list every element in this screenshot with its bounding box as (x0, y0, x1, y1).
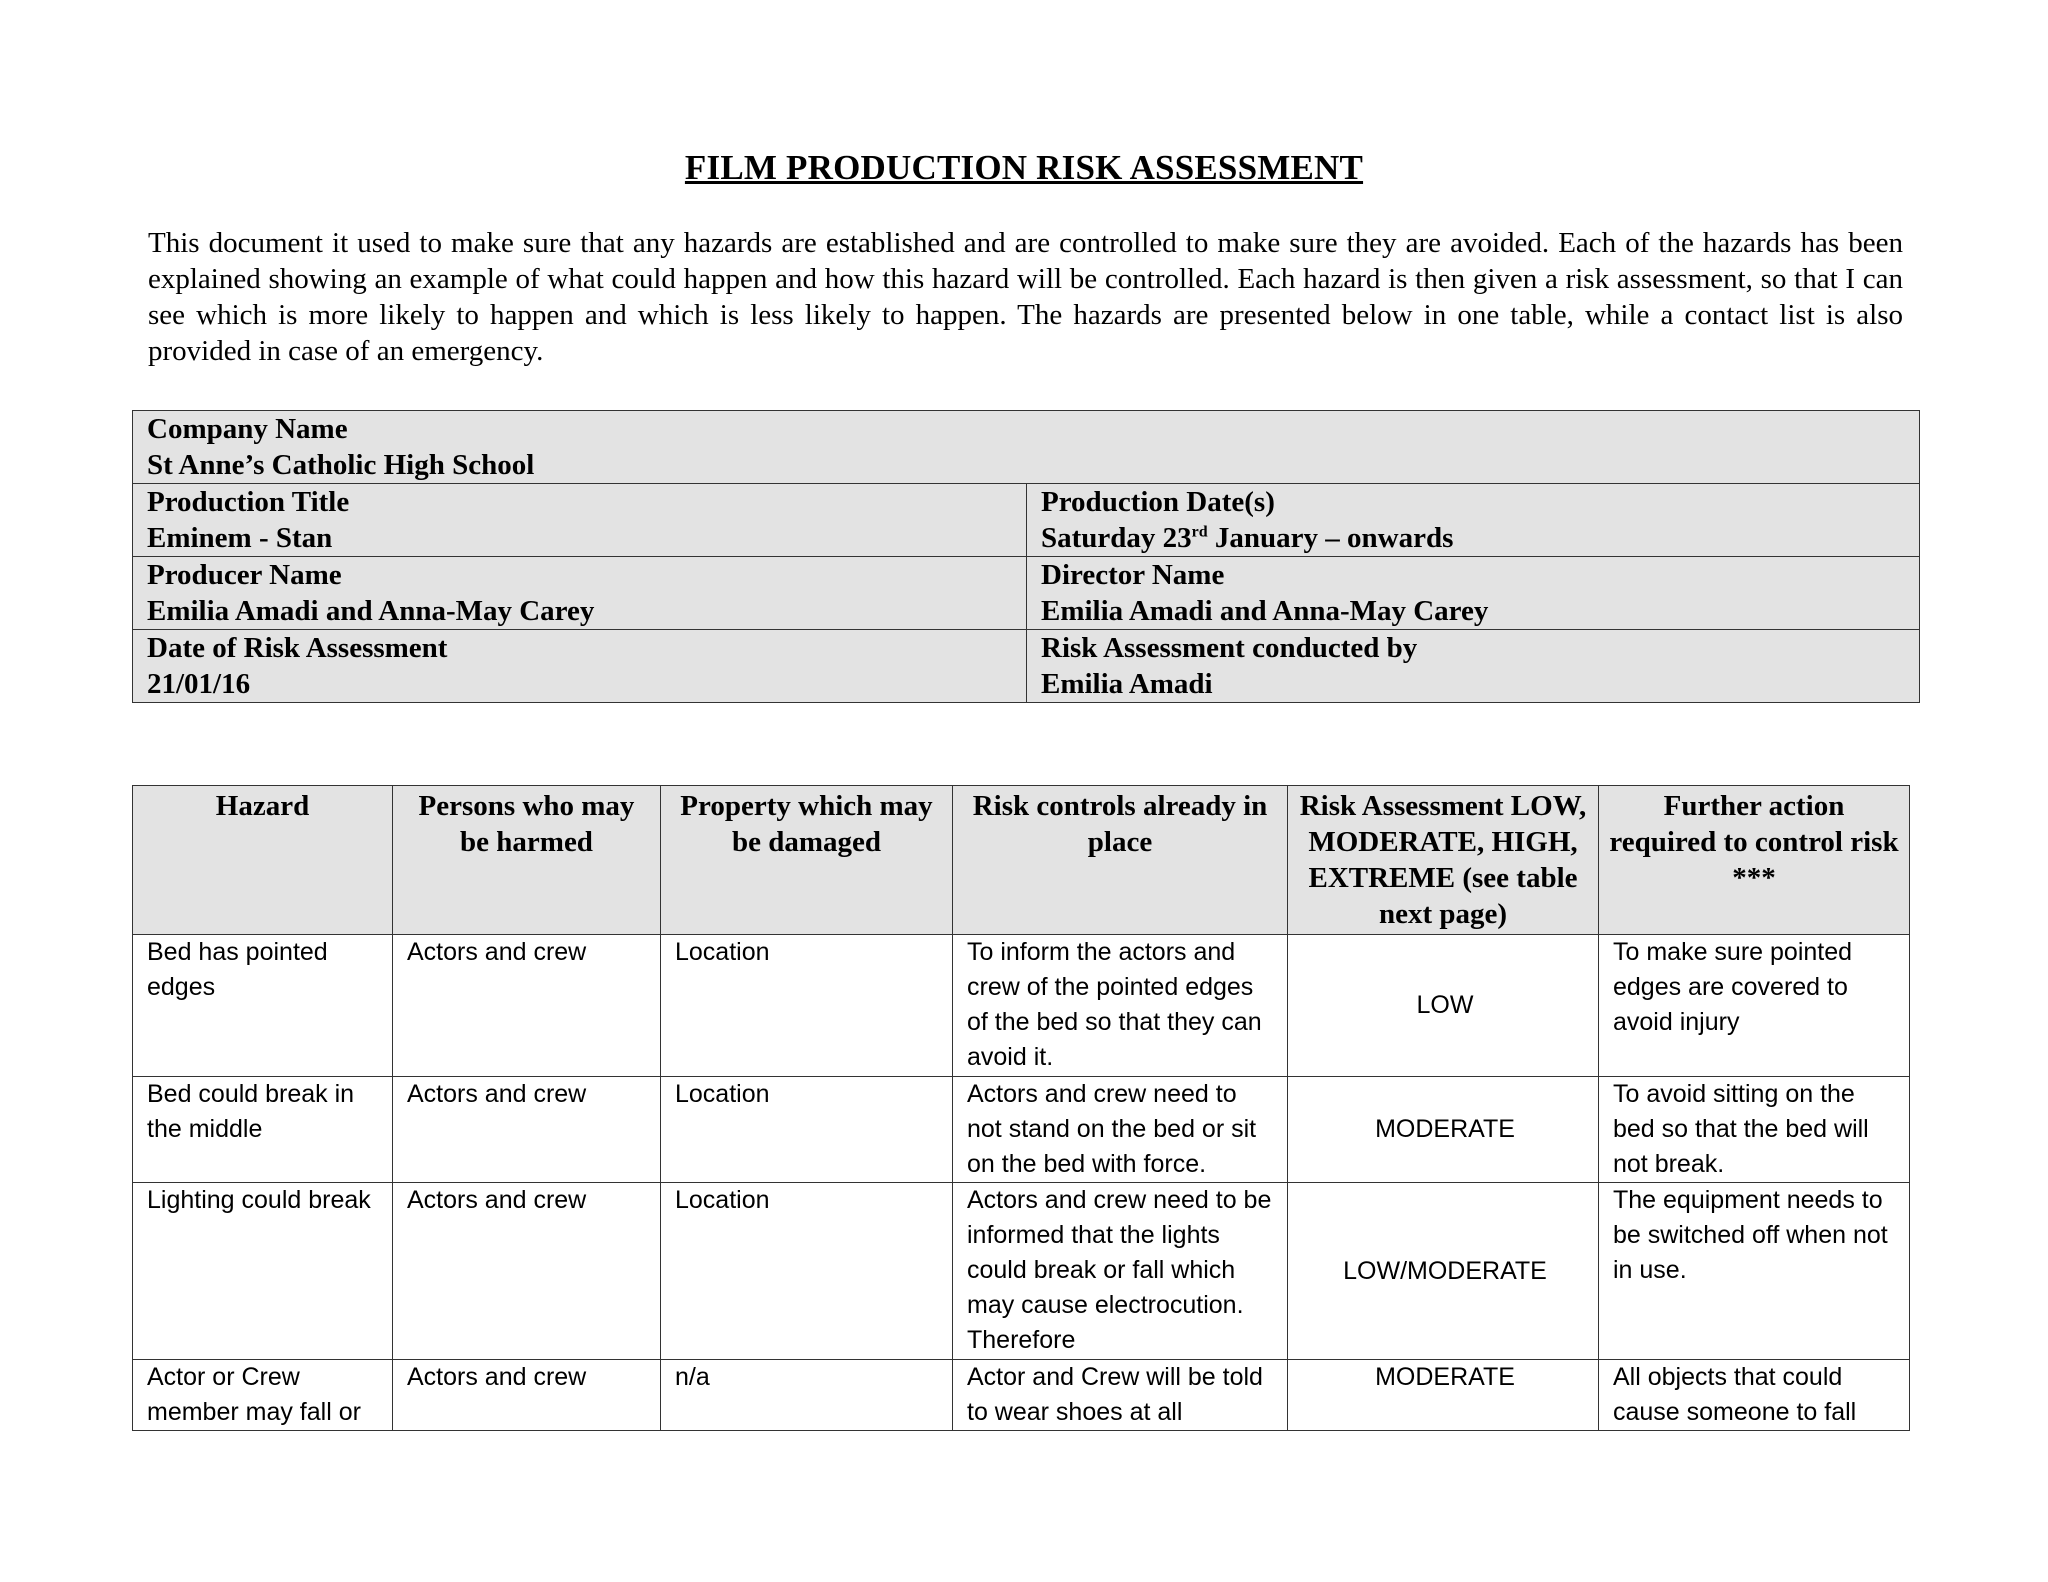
controls-cell: To inform the actors and crew of the pointed edges of the bed so that they can avoid it. (953, 935, 1288, 1077)
director-label: Director Name (1041, 559, 1225, 591)
risk-cell: LOW/MODERATE (1288, 1183, 1599, 1360)
producer-cell (133, 557, 1027, 630)
controls-cell: Actor and Crew will be told to wear shoes at all (953, 1360, 1288, 1431)
production-dates-suffix: January – onwards (1207, 522, 1454, 554)
risk-cell: MODERATE (1288, 1360, 1599, 1431)
production-dates-value (1041, 520, 1905, 556)
director-value: Emilia Amadi and Anna-May Carey (1041, 595, 1489, 627)
header-risk: Risk Assessment LOW, MODERATE, HIGH, EXTREME (see table next page) (1288, 786, 1599, 935)
info-row-company (133, 411, 1920, 484)
production-dates-label: Production Date(s) (1041, 486, 1275, 518)
hazard-cell: Actor or Crew member may fall or (133, 1360, 393, 1431)
header-further: Further action required to control risk *** (1599, 786, 1910, 935)
company-value: St Anne’s Catholic High School (147, 449, 535, 481)
production-info-table (132, 410, 1920, 703)
info-row-names (133, 557, 1920, 630)
producer-label: Producer Name (147, 559, 342, 591)
property-cell: n/a (661, 1360, 953, 1431)
intro-paragraph: This document it used to make sure that any hazards are established and are controlled to make sure they are avoided. Each of the hazards has been explained showing an example of what could happen and how this hazard will be controlled. Each hazard is then given a risk assessment, so that I can see which is more likely to happen and which is less likely to happen. The hazards are presented below in one table, while a contact list is also provided in case of an emergency. (148, 227, 1903, 367)
header-hazard: Hazard (133, 786, 393, 935)
hazard-table (132, 785, 1910, 1431)
document-title: FILM PRODUCTION RISK ASSESSMENT (684, 148, 1364, 187)
property-cell: Location (661, 1077, 953, 1183)
conducted-by-cell (1027, 630, 1920, 703)
assessment-date-label: Date of Risk Assessment (147, 632, 448, 664)
table-row (133, 1360, 1910, 1431)
further-action-cell: To avoid sitting on the bed so that the bed will not break. (1599, 1077, 1910, 1183)
company-cell (133, 411, 1920, 484)
controls-cell: Actors and crew need to not stand on the bed or sit on the bed with force. (953, 1077, 1288, 1183)
persons-cell: Actors and crew (393, 935, 661, 1077)
production-dates-prefix: Saturday 23 (1041, 522, 1192, 554)
production-dates-cell (1027, 484, 1920, 557)
director-cell (1027, 557, 1920, 630)
header-persons: Persons who may be harmed (393, 786, 661, 935)
hazard-cell: Bed could break in the middle (133, 1077, 393, 1183)
property-cell: Location (661, 935, 953, 1077)
company-label: Company Name (147, 413, 348, 445)
production-title-value: Eminem - Stan (147, 522, 333, 554)
assessment-date-value: 21/01/16 (147, 668, 251, 700)
persons-cell: Actors and crew (393, 1077, 661, 1183)
table-row (133, 935, 1910, 1077)
table-row (133, 1183, 1910, 1360)
conducted-by-value: Emilia Amadi (1041, 668, 1213, 700)
production-title-cell (133, 484, 1027, 557)
hazard-cell: Bed has pointed edges (133, 935, 393, 1077)
info-row-production (133, 484, 1920, 557)
risk-cell: MODERATE (1288, 1077, 1599, 1183)
header-controls: Risk controls already in place (953, 786, 1288, 935)
hazard-table-header (133, 786, 1910, 935)
further-action-cell: All objects that could cause someone to fall (1599, 1360, 1910, 1431)
risk-cell: LOW (1288, 935, 1599, 1077)
property-cell: Location (661, 1183, 953, 1360)
header-property: Property which may be damaged (661, 786, 953, 935)
assessment-date-cell (133, 630, 1027, 703)
further-action-cell: To make sure pointed edges are covered to avoid injury (1599, 935, 1910, 1077)
controls-cell: Actors and crew need to be informed that the lights could break or fall which may cause electrocution. Therefore (953, 1183, 1288, 1360)
persons-cell: Actors and crew (393, 1360, 661, 1431)
further-action-cell: The equipment needs to be switched off when not in use. (1599, 1183, 1910, 1360)
table-row (133, 1077, 1910, 1183)
info-row-assessment (133, 630, 1920, 703)
production-dates-sup: rd (1191, 523, 1208, 541)
hazard-cell: Lighting could break (133, 1183, 393, 1360)
conducted-by-label: Risk Assessment conducted by (1041, 632, 1418, 664)
persons-cell: Actors and crew (393, 1183, 661, 1360)
producer-value: Emilia Amadi and Anna-May Carey (147, 595, 595, 627)
production-title-label: Production Title (147, 486, 350, 518)
